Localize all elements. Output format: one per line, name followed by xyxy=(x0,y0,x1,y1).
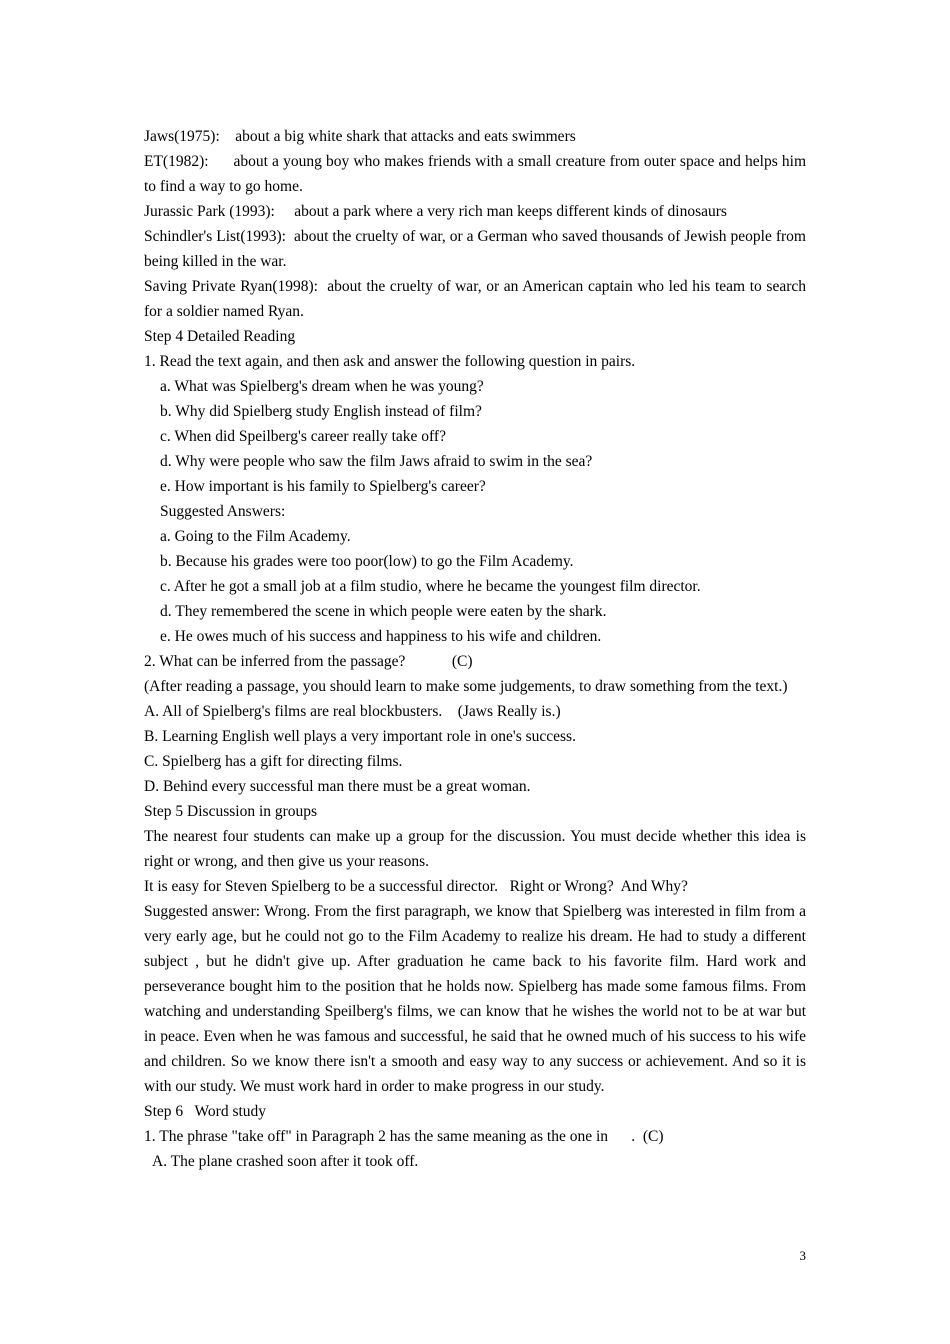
film-description: about a big white shark that attacks and eats swimmers xyxy=(235,128,576,145)
question-b: b. Why did Spielberg study English instead of film? xyxy=(160,403,482,420)
option-d: D. Behind every successful man there must be a great woman. xyxy=(144,778,531,795)
question-e: e. How important is his family to Spielberg's career? xyxy=(160,478,486,495)
film-entry-saving-private-ryan xyxy=(144,274,806,324)
film-title: Jaws(1975): xyxy=(144,128,220,145)
film-title: ET(1982): xyxy=(144,153,209,170)
step4-heading: Step 4 Detailed Reading xyxy=(144,328,296,345)
step5-intro: The nearest four students can make up a group for the discussion. You must decide whether this idea is right or wrong, and then give us your reasons. xyxy=(144,828,806,870)
suggested-answers-label: Suggested Answers: xyxy=(160,503,286,520)
step4-question-2: 2. What can be inferred from the passage? (C) xyxy=(144,653,473,670)
answer-b: b. Because his grades were too poor(low) to go the Film Academy. xyxy=(160,553,574,570)
step5-heading: Step 5 Discussion in groups xyxy=(144,803,318,820)
answer-d: d. They remembered the scene in which people were eaten by the shark. xyxy=(160,603,607,620)
question-a: a. What was Spielberg's dream when he was young? xyxy=(160,378,484,395)
film-title: Schindler's List(1993): xyxy=(144,228,286,245)
answer-c: c. After he got a small job at a film studio, where he became the youngest film director. xyxy=(160,578,701,595)
answer-e: e. He owes much of his success and happiness to his wife and children. xyxy=(160,628,602,645)
film-entry-et xyxy=(144,149,806,199)
step4-question-2-note: (After reading a passage, you should learn to make some judgements, to draw something from the text.) xyxy=(144,678,788,695)
step6-heading: Step 6 Word study xyxy=(144,1103,267,1120)
film-title: Jurassic Park (1993): xyxy=(144,203,275,220)
page-number: 3 xyxy=(799,1248,806,1263)
film-description: about a park where a very rich man keeps different kinds of dinosaurs xyxy=(294,203,727,220)
film-title: Saving Private Ryan(1998): xyxy=(144,278,318,295)
film-entry-jurassic-park xyxy=(144,199,806,224)
question-c: c. When did Speilberg's career really take off? xyxy=(160,428,446,445)
option-b: B. Learning English well plays a very important role in one's success. xyxy=(144,728,576,745)
step5-suggested-answer: Suggested answer: Wrong. From the first paragraph, we know that Spielberg was interested in film from a very early age, but he could not go to the Film Academy to realize his dream. He had to study a different subject , but he didn't give up. After graduation he came back to his favorite film. Hard work and perseverance bought him to the position that he holds now. Spielberg has made some famous films. From watching and understanding Speilberg's films, we can know that he wishes the world not to be at war but in peace. Even when he was famous and successful, he said that he owned much of his success to his wife and children. So we know there isn't a smooth and easy way to any success or achievement. And so it is with our study. We must work hard in order to make progress in our study. xyxy=(144,903,806,1095)
film-description: about a young boy who makes friends with a small creature from outer space and helps him to find a way to go home. xyxy=(144,153,807,195)
page-content xyxy=(144,124,806,1174)
step6-option-a: A. The plane crashed soon after it took off. xyxy=(152,1153,419,1170)
film-description: about the cruelty of war, or a German who saved thousands of Jewish people from being killed in the war. xyxy=(144,228,806,270)
film-description: about the cruelty of war, or an American captain who led his team to search for a soldier named Ryan. xyxy=(144,278,807,320)
question-d: d. Why were people who saw the film Jaws afraid to swim in the sea? xyxy=(160,453,593,470)
answer-a: a. Going to the Film Academy. xyxy=(160,528,351,545)
step4-question-1: 1. Read the text again, and then ask and answer the following question in pairs. xyxy=(144,353,636,370)
film-entry-schindlers-list xyxy=(144,224,806,274)
step6-question-1: 1. The phrase "take off" in Paragraph 2 has the same meaning as the one in . (C) xyxy=(144,1128,664,1145)
film-entry-jaws xyxy=(144,124,806,149)
option-a: A. All of Spielberg's films are real blockbusters. (Jaws Really is.) xyxy=(144,703,561,720)
step5-statement: It is easy for Steven Spielberg to be a successful director. Right or Wrong? And Why? xyxy=(144,878,688,895)
option-c: C. Spielberg has a gift for directing films. xyxy=(144,753,403,770)
